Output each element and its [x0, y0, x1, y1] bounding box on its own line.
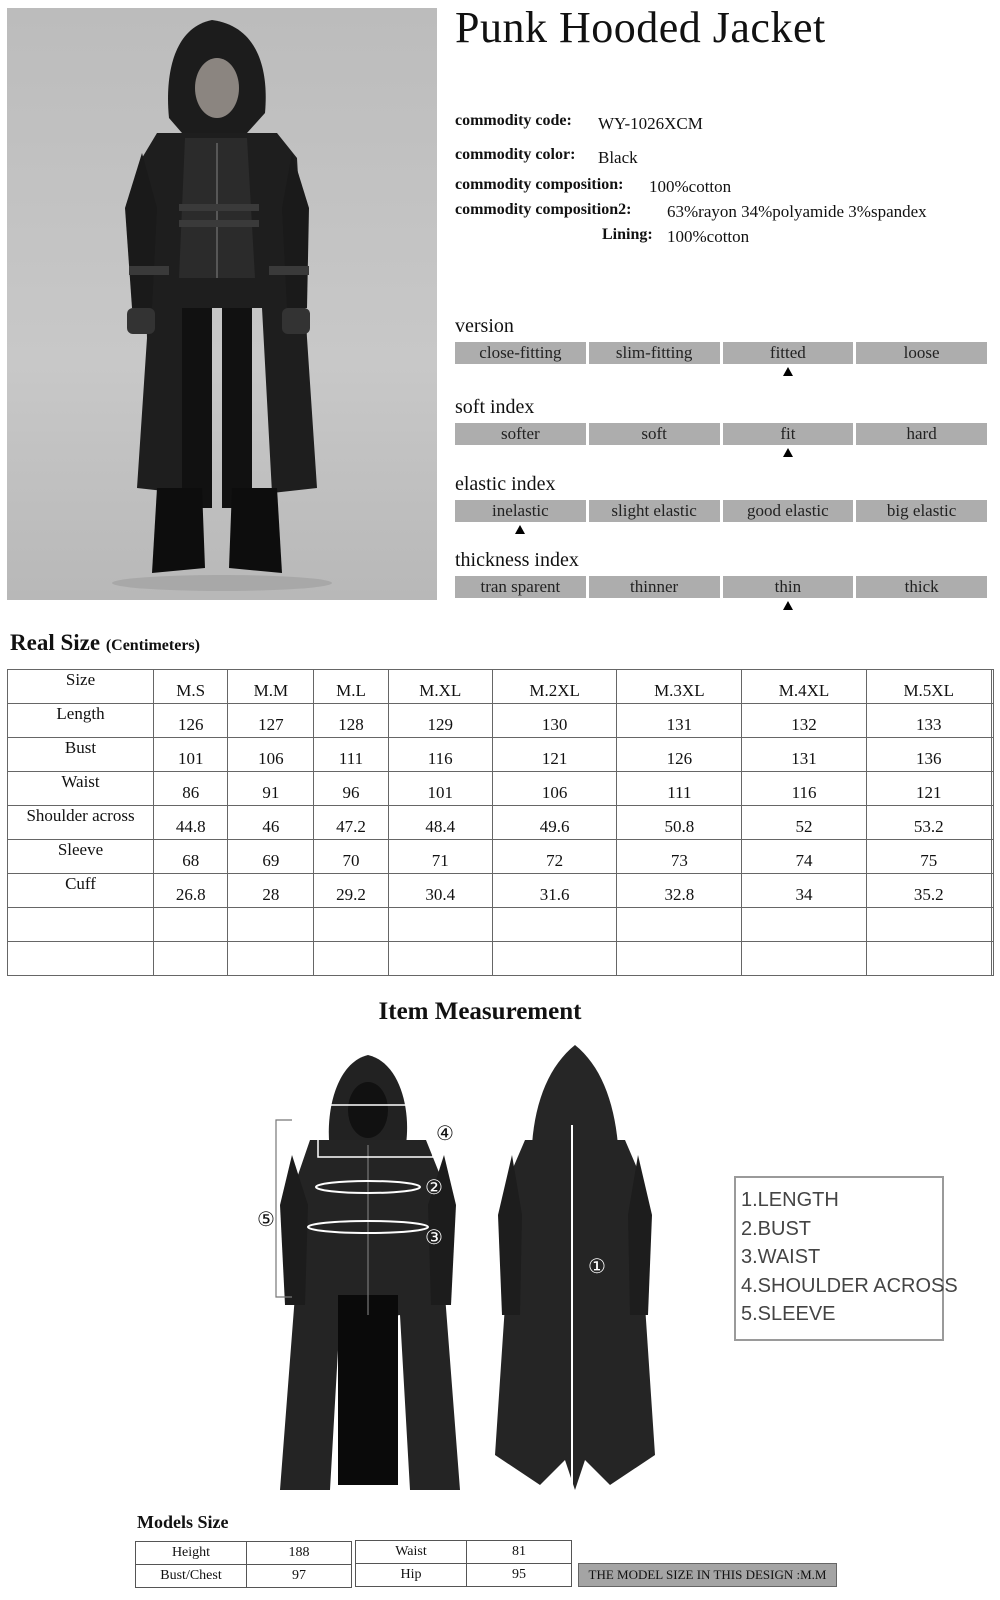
real-size-unit: (Centimeters)	[105, 637, 200, 654]
spec-lining	[602, 226, 653, 244]
row-label: Waist	[8, 772, 154, 806]
scale-option: good elastic	[723, 500, 854, 522]
table-cell	[991, 874, 993, 908]
models-table-left	[135, 1541, 352, 1588]
scale-option: loose	[856, 342, 987, 364]
spec-composition-value: 100%cotton	[649, 177, 732, 196]
waist-value: 81	[467, 1541, 572, 1564]
table-cell	[991, 738, 993, 772]
table-cell	[388, 942, 492, 976]
soft-index-scale	[455, 423, 987, 445]
marker-2: ②	[425, 1177, 443, 1199]
elastic-index-title: elastic index	[455, 473, 556, 495]
marker-3: ③	[425, 1227, 443, 1249]
spec-code	[455, 112, 572, 130]
table-cell	[866, 908, 991, 942]
table-cell	[228, 942, 314, 976]
table-cell: 46	[228, 806, 314, 840]
table-cell: 111	[314, 738, 388, 772]
size-column-header: M.4XL	[742, 670, 867, 704]
model-size-note: THE MODEL SIZE IN THIS DESIGN :M.M	[578, 1563, 837, 1587]
table-cell	[228, 908, 314, 942]
size-column-header: M.3XL	[617, 670, 742, 704]
thickness-index-title: thickness index	[455, 549, 579, 571]
scale-option: fit	[723, 423, 854, 445]
front-coat-drawing	[276, 1055, 460, 1490]
scale-option: big elastic	[856, 500, 987, 522]
table-cell: 30.4	[388, 874, 492, 908]
legend-item: 5.SLEEVE	[741, 1303, 836, 1325]
row-label: Length	[8, 704, 154, 738]
table-cell	[742, 942, 867, 976]
table-cell	[991, 772, 993, 806]
scale-option: slight elastic	[589, 500, 720, 522]
scale-option: thinner	[589, 576, 720, 598]
height-value: 188	[247, 1542, 352, 1565]
measurement-title: Item Measurement	[378, 998, 582, 1025]
real-size-title: Real Size	[10, 630, 101, 655]
table-cell: 126	[617, 738, 742, 772]
table-cell	[617, 908, 742, 942]
table-cell: 69	[228, 840, 314, 874]
table-cell: 101	[388, 772, 492, 806]
table-row	[8, 772, 994, 806]
size-column-header: M.L	[314, 670, 388, 704]
scale-option: thin	[723, 576, 854, 598]
scale-option: tran sparent	[455, 576, 586, 598]
version-scale	[455, 342, 987, 364]
soft-index-title: soft index	[455, 396, 535, 418]
table-cell: 133	[866, 704, 991, 738]
table-cell: 132	[742, 704, 867, 738]
size-header-row	[8, 670, 994, 704]
table-row	[8, 704, 994, 738]
selection-marker-icon	[515, 525, 525, 534]
size-table	[7, 669, 994, 976]
table-cell	[991, 704, 993, 738]
table-cell	[991, 840, 993, 874]
table-cell: 68	[154, 840, 228, 874]
bust-label: Bust/Chest	[136, 1565, 247, 1588]
scale-option: inelastic	[455, 500, 586, 522]
table-cell	[388, 908, 492, 942]
table-cell: 121	[866, 772, 991, 806]
spec-composition2-value: 63%rayon 34%polyamide 3%spandex	[667, 202, 927, 221]
hip-value: 95	[467, 1564, 572, 1587]
table-cell: 49.6	[492, 806, 617, 840]
table-row	[8, 738, 994, 772]
table-cell: 129	[388, 704, 492, 738]
legend-item: 4.SHOULDER ACROSS	[741, 1274, 958, 1297]
table-cell: 116	[742, 772, 867, 806]
marker-5: ⑤	[257, 1209, 275, 1231]
table-cell: 106	[492, 772, 617, 806]
table-cell: 47.2	[314, 806, 388, 840]
size-column-header	[991, 670, 993, 704]
marker-4: ④	[436, 1123, 454, 1145]
elastic-index-scale	[455, 500, 987, 522]
table-cell: 136	[866, 738, 991, 772]
table-cell: 52	[742, 806, 867, 840]
scale-option: thick	[856, 576, 987, 598]
row-label: Bust	[8, 738, 154, 772]
bust-value: 97	[247, 1565, 352, 1588]
spec-composition	[455, 176, 623, 194]
table-cell	[866, 942, 991, 976]
table-cell	[492, 908, 617, 942]
legend-item: 1.LENGTH	[741, 1189, 839, 1211]
table-cell: 29.2	[314, 874, 388, 908]
size-column-header: M.XL	[388, 670, 492, 704]
table-cell: 127	[228, 704, 314, 738]
table-cell: 72	[492, 840, 617, 874]
table-cell: 71	[388, 840, 492, 874]
version-title: version	[455, 315, 514, 337]
table-cell: 74	[742, 840, 867, 874]
table-cell: 101	[154, 738, 228, 772]
table-cell: 26.8	[154, 874, 228, 908]
table-cell: 35.2	[866, 874, 991, 908]
table-cell: 96	[314, 772, 388, 806]
row-label: Shoulder across	[8, 806, 154, 840]
table-cell: 131	[742, 738, 867, 772]
table-cell: 106	[228, 738, 314, 772]
selection-marker-icon	[783, 448, 793, 457]
table-row	[8, 840, 994, 874]
scale-option: softer	[455, 423, 586, 445]
table-cell: 44.8	[154, 806, 228, 840]
table-cell: 32.8	[617, 874, 742, 908]
table-cell	[314, 908, 388, 942]
size-column-header: M.S	[154, 670, 228, 704]
marker-1: ①	[588, 1256, 606, 1278]
table-cell: 48.4	[388, 806, 492, 840]
table-cell: 31.6	[492, 874, 617, 908]
spec-label: commodity composition2:	[455, 201, 632, 218]
table-cell: 116	[388, 738, 492, 772]
table-cell: 131	[617, 704, 742, 738]
table-cell: 121	[492, 738, 617, 772]
table-cell: 86	[154, 772, 228, 806]
table-cell	[492, 942, 617, 976]
table-cell	[991, 908, 993, 942]
size-column-header: M.5XL	[866, 670, 991, 704]
table-cell	[991, 942, 993, 976]
spec-label: commodity code:	[455, 112, 572, 129]
table-cell	[991, 806, 993, 840]
models-size-title: Models Size	[137, 1512, 229, 1532]
row-label	[8, 942, 154, 976]
legend-item: 3.WAIST	[741, 1246, 821, 1268]
spec-color-value: Black	[598, 148, 638, 167]
legend-item: 2.BUST	[741, 1217, 812, 1240]
table-row	[8, 874, 994, 908]
scale-option: close-fitting	[455, 342, 586, 364]
spec-lining-value: 100%cotton	[667, 227, 750, 246]
models-table-right	[355, 1540, 572, 1587]
back-coat-drawing	[495, 1045, 655, 1490]
size-column-header: M.M	[228, 670, 314, 704]
table-cell: 111	[617, 772, 742, 806]
size-column-header: M.2XL	[492, 670, 617, 704]
selection-marker-icon	[783, 367, 793, 376]
table-cell: 70	[314, 840, 388, 874]
row-label: Sleeve	[8, 840, 154, 874]
table-cell: 130	[492, 704, 617, 738]
spec-label: commodity color:	[455, 146, 576, 163]
table-cell: 75	[866, 840, 991, 874]
scale-option: hard	[856, 423, 987, 445]
table-cell	[742, 908, 867, 942]
real-size-heading	[10, 630, 200, 656]
model-photo	[7, 8, 437, 600]
waist-label: Waist	[356, 1541, 467, 1564]
row-label	[8, 908, 154, 942]
scale-option: slim-fitting	[589, 342, 720, 364]
thickness-index-scale	[455, 576, 987, 598]
table-row	[8, 908, 994, 942]
hip-label: Hip	[356, 1564, 467, 1587]
table-cell: 28	[228, 874, 314, 908]
product-title: Punk Hooded Jacket	[455, 3, 826, 52]
spec-composition2	[455, 201, 631, 219]
table-cell: 73	[617, 840, 742, 874]
table-cell	[154, 908, 228, 942]
size-corner-label: Size	[8, 670, 154, 704]
selection-marker-icon	[783, 601, 793, 610]
spec-label: commodity composition:	[455, 176, 624, 193]
spec-label: Lining:	[602, 226, 653, 243]
table-cell	[154, 942, 228, 976]
table-row	[8, 942, 994, 976]
table-cell: 91	[228, 772, 314, 806]
table-cell	[314, 942, 388, 976]
height-label: Height	[136, 1542, 247, 1565]
scale-option: soft	[589, 423, 720, 445]
table-cell	[617, 942, 742, 976]
table-cell: 34	[742, 874, 867, 908]
table-cell: 128	[314, 704, 388, 738]
spec-code-value: WY-1026XCM	[598, 114, 703, 133]
spec-color	[455, 146, 575, 164]
table-cell: 53.2	[866, 806, 991, 840]
row-label: Cuff	[8, 874, 154, 908]
measurement-legend	[734, 1176, 958, 1341]
table-cell: 50.8	[617, 806, 742, 840]
measurement-diagram	[250, 1045, 730, 1510]
table-row	[8, 806, 994, 840]
scale-option: fitted	[723, 342, 854, 364]
table-cell: 126	[154, 704, 228, 738]
